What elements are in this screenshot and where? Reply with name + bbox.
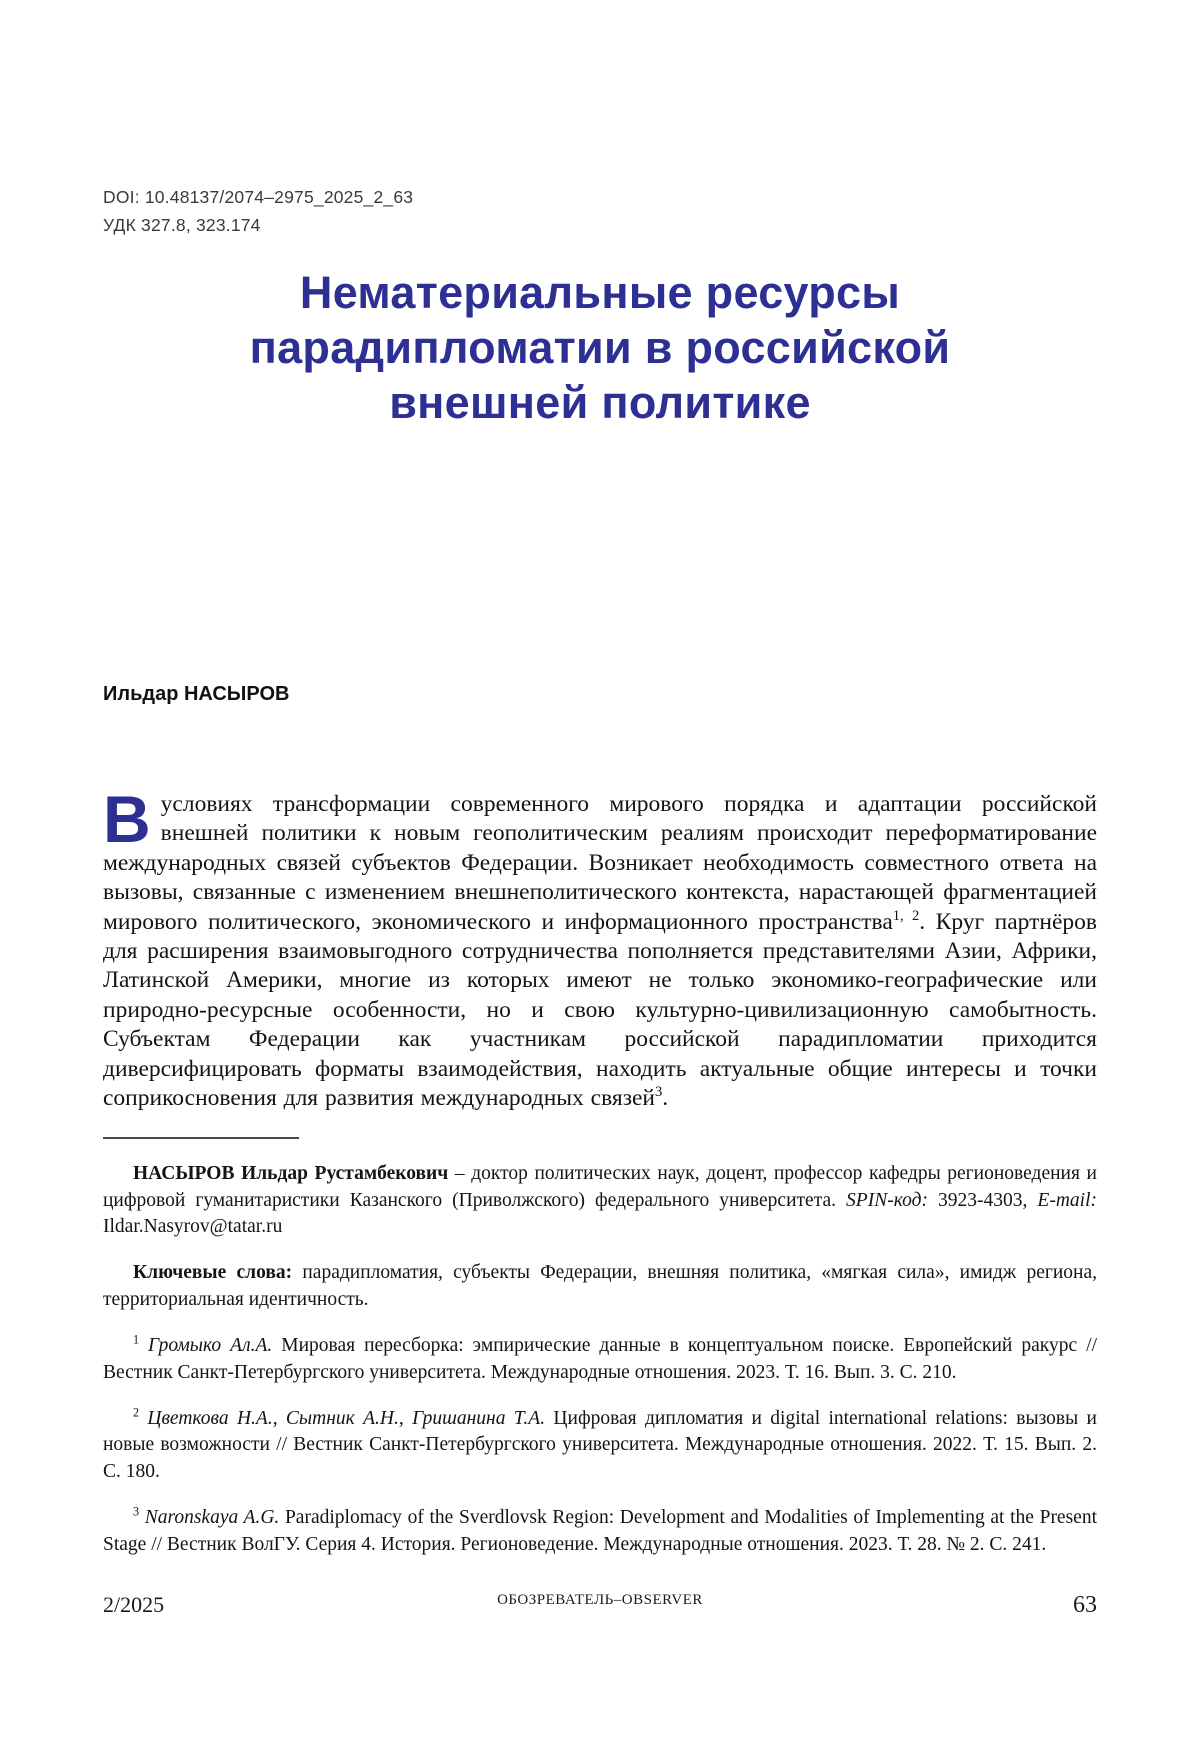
keywords-label: Ключевые слова: [133,1262,293,1284]
spin-label: SPIN-код: [846,1189,928,1211]
title-line-3: внешней политике [389,377,811,428]
lead-paragraph [103,782,1097,1113]
keywords-paragraph [103,1260,1097,1313]
footnote-ref-1-2: 1, 2 [892,907,920,924]
footnote-ref-3: 3 [655,1084,663,1101]
lead-text-part-2: . Круг партнёров для расширения взаимовыгодного сотрудничества пополняется представителями Азии, Африки, Латинской Америки, многие из которых имеют не только экономико-географические или природно-ресурсные особенности, но и свою культурно-цивилизационную самобытность. Субъектам Федерации как участникам российской парадипломатии приходится диверсифицировать форматы взаимодействия, находить актуальные общие интересы и точки соприкосновения для развития международных связей [103,908,1097,1112]
title-line-2: парадипломатии в российской [249,322,951,373]
footnote-1-authors: Громыко Ал.А. [139,1334,273,1356]
footnote-3-text: Paradiplomacy of the Sverdlovsk Region: Development and Modalities of Implementing at the Present Stage // Вестник ВолГУ. Серия 4. История. Регионоведение. Международные отношения. 2023. Т. 28. № 2. С. 241. [103,1506,1097,1555]
footer-page-number: 63 [1073,1592,1097,1618]
lead-text-part-1: условиях трансформации современного мирового порядка и адаптации российской внешней политики к новым геополитическим реалиям происходит переформатирование международных связей субъектов Федерации. Возникает необходимость совместного ответа на вызовы, связанные с изменением внешнеполитического контекста, нарастающей фрагментацией мирового политического, экономического и информационного пространства [103,791,1097,935]
footnote-1-marker: 1 [133,1332,140,1347]
footnote-3-marker: 3 [133,1504,140,1519]
keywords-text: парадипломатия, субъекты Федерации, внешняя политика, «мягкая сила», имидж региона, территориальная идентичность. [103,1262,1098,1310]
bio-author-name: НАСЫРОВ Ильдар Рустамбекович [133,1162,449,1184]
footnote-1-text: Мировая пересборка: эмпирические данные в концептуальном поиске. Европейский ракурс // Вестник Санкт-Петербургского университета. Международные отношения. 2023. Т. 16. Вып. 3. С. 210. [103,1334,1097,1383]
page-footer [103,1592,1097,1619]
email-label: E-mail: [1037,1189,1097,1211]
lead-text-part-3: . [662,1085,669,1112]
footnote-3-authors: Naronskaya A.G. [139,1506,280,1528]
doi-block [103,183,1097,239]
spin-value: 3923-4303, [927,1189,1038,1211]
dropcap-letter: В [103,782,151,856]
footnote-2-marker: 2 [133,1405,140,1420]
title-line-1: Нематериальные ресурсы [299,267,901,318]
udk-line: УДК 327.8, 323.174 [103,215,261,235]
bio-description: – доктор политических наук, доцент, профессор кафедры регионоведения и цифровой гуманитаристики Казанского (Приволжского) федерального университета. [103,1162,1097,1211]
footnote-2 [103,1406,1097,1486]
article-title [103,265,1097,430]
footnote-2-text: Цифровая дипломатия и digital international relations: вызовы и новые возможности // Вестник Санкт-Петербургского университета. Международные отношения. 2022. Т. 15. Вып. 2. С. 180. [103,1407,1097,1482]
doi-line: DOI: 10.48137/2074–2975_2025_2_63 [103,187,414,207]
footnote-3 [103,1505,1097,1558]
footnote-1 [103,1333,1097,1386]
author-name: Ильдар НАСЫРОВ [103,683,290,705]
email-value: Ildar.Nasyrov@tatar.ru [103,1216,283,1238]
footnote-2-authors: Цветкова Н.А., Сытник А.Н., Гришанина Т.А. [139,1407,546,1429]
footnote-separator [103,1137,299,1139]
footer-journal-name: ОБОЗРЕВАТЕЛЬ–OBSERVER [497,1592,703,1608]
bio-paragraph [103,1161,1097,1241]
footer-issue: 2/2025 [103,1592,165,1617]
